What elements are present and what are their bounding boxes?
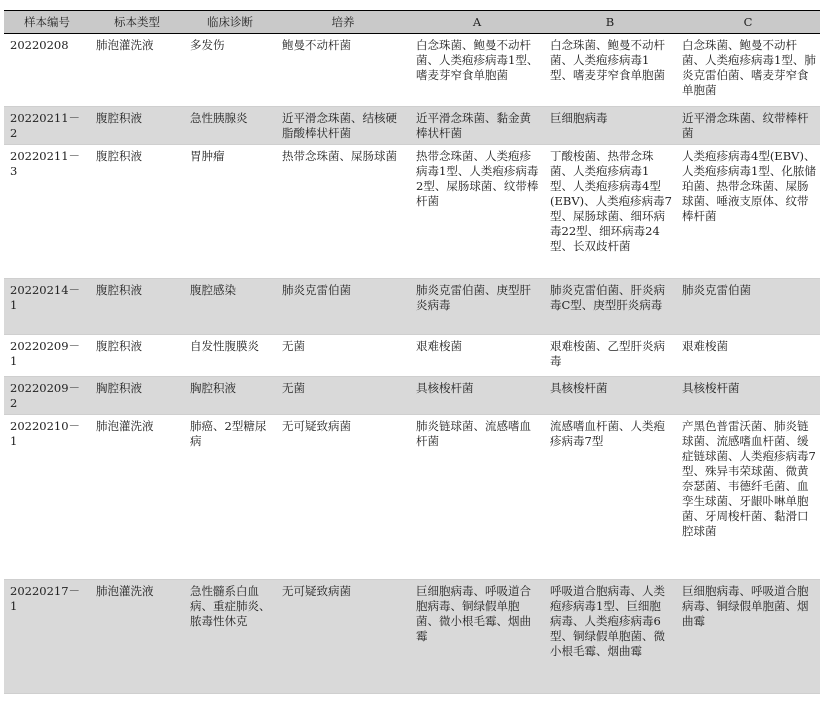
table-row bbox=[4, 279, 820, 335]
cell-clinical-diagnosis: 自发性腹膜炎 bbox=[190, 339, 259, 353]
cell-a: 近平滑念珠菌、黏金黄棒状杆菌 bbox=[410, 107, 544, 145]
cell-clinical-diagnosis: 急性胰腺炎 bbox=[184, 107, 276, 145]
cell-clinical-diagnosis: 胸腔积液 bbox=[184, 377, 276, 415]
table-row bbox=[4, 415, 820, 580]
header-culture: 培养 bbox=[276, 11, 410, 34]
cell-sample-id: 20220208 bbox=[10, 38, 69, 52]
cell-clinical-diagnosis: 多发伤 bbox=[190, 38, 225, 52]
cell-culture: 无菌 bbox=[276, 377, 410, 415]
cell-sample-id: 20220209－1 bbox=[10, 339, 81, 368]
cell-c: 产黑色普雷沃菌、肺炎链球菌、流感嗜血杆菌、缓症链球菌、人类疱疹病毒7型、殊异韦荣球菌、微黄奈瑟菌、韦德纤毛菌、血孪生球菌、牙龈卟啉单胞菌、牙周梭杆菌、黏滑口腔球菌 bbox=[682, 419, 816, 538]
cell-sample-id: 20220210－1 bbox=[10, 419, 81, 448]
cell-c: 白念珠菌、鲍曼不动杆菌、人类疱疹病毒1型、肺炎克雷伯菌、嗜麦芽窄食单胞菌 bbox=[682, 38, 816, 97]
cell-culture: 肺炎克雷伯菌 bbox=[276, 279, 410, 335]
cell-culture: 无菌 bbox=[282, 339, 305, 353]
cell-clinical-diagnosis: 肺癌、2型糖尿病 bbox=[190, 419, 267, 448]
cell-a: 具核梭杆菌 bbox=[410, 377, 544, 415]
table-row bbox=[4, 377, 820, 415]
table-row bbox=[4, 580, 820, 694]
header-specimen-type: 标本类型 bbox=[90, 11, 184, 34]
cell-b: 丁酸梭菌、热带念珠菌、人类疱疹病毒1型、人类疱疹病毒4型(EBV)、人类疱疹病毒7型、屎肠球菌、细环病毒22型、细环病毒24型、长双歧杆菌 bbox=[550, 149, 672, 253]
cell-c: 具核梭杆菌 bbox=[676, 377, 820, 415]
cell-specimen-type: 腹腔积液 bbox=[90, 107, 184, 145]
table-row bbox=[4, 107, 820, 145]
cell-specimen-type: 腹腔积液 bbox=[90, 279, 184, 335]
cell-sample-id: 20220211－2 bbox=[4, 107, 90, 145]
cell-specimen-type: 腹腔积液 bbox=[96, 339, 142, 353]
header-a: A bbox=[410, 11, 544, 34]
cell-sample-id: 20220217－1 bbox=[4, 580, 90, 694]
cell-a: 肺炎链球菌、流感嗜血杆菌 bbox=[416, 419, 531, 448]
results-table bbox=[4, 10, 820, 694]
cell-sample-id: 20220214－1 bbox=[4, 279, 90, 335]
cell-b: 呼吸道合胞病毒、人类疱疹病毒1型、巨细胞病毒、人类疱疹病毒6型、铜绿假单胞菌、微小根毛霉、烟曲霉 bbox=[544, 580, 676, 694]
header-c: C bbox=[676, 11, 820, 34]
cell-b: 肺炎克雷伯菌、肝炎病毒C型、庚型肝炎病毒 bbox=[544, 279, 676, 335]
cell-c: 肺炎克雷伯菌 bbox=[676, 279, 820, 335]
cell-clinical-diagnosis: 胃肿瘤 bbox=[190, 149, 225, 163]
cell-c: 近平滑念珠菌、纹带棒杆菌 bbox=[676, 107, 820, 145]
cell-b: 具核梭杆菌 bbox=[544, 377, 676, 415]
cell-a: 肺炎克雷伯菌、庚型肝炎病毒 bbox=[410, 279, 544, 335]
cell-culture: 近平滑念珠菌、结核硬脂酸棒状杆菌 bbox=[276, 107, 410, 145]
cell-a: 巨细胞病毒、呼吸道合胞病毒、铜绿假单胞菌、微小根毛霉、烟曲霉 bbox=[410, 580, 544, 694]
header-sample-id: 样本编号 bbox=[4, 11, 90, 34]
cell-specimen-type: 腹腔积液 bbox=[96, 149, 142, 163]
table-row bbox=[4, 34, 820, 107]
header-clinical-diagnosis: 临床诊断 bbox=[184, 11, 276, 34]
cell-a: 艰难梭菌 bbox=[416, 339, 462, 353]
cell-culture: 鲍曼不动杆菌 bbox=[282, 38, 351, 52]
cell-clinical-diagnosis: 急性髓系白血病、重症肺炎、脓毒性休克 bbox=[184, 580, 276, 694]
cell-culture: 热带念珠菌、屎肠球菌 bbox=[282, 149, 397, 163]
cell-b: 艰难梭菌、乙型肝炎病毒 bbox=[550, 339, 665, 368]
cell-a: 热带念珠菌、人类疱疹病毒1型、人类疱疹病毒2型、屎肠球菌、纹带棒杆菌 bbox=[416, 149, 539, 208]
cell-b: 白念珠菌、鲍曼不动杆菌、人类疱疹病毒1型、嗜麦芽窄食单胞菌 bbox=[550, 38, 665, 82]
cell-culture: 无可疑致病菌 bbox=[276, 580, 410, 694]
cell-specimen-type: 肺泡灌洗液 bbox=[96, 38, 154, 52]
table-row bbox=[4, 145, 820, 279]
cell-c: 艰难梭菌 bbox=[682, 339, 728, 353]
header-row bbox=[4, 11, 820, 34]
cell-clinical-diagnosis: 腹腔感染 bbox=[184, 279, 276, 335]
cell-c: 人类疱疹病毒4型(EBV)、人类疱疹病毒1型、化脓储珀菌、热带念珠菌、屎肠球菌、唾液支原体、纹带棒杆菌 bbox=[682, 149, 816, 223]
table-row bbox=[4, 335, 820, 377]
header-b: B bbox=[544, 11, 676, 34]
cell-sample-id: 20220209－2 bbox=[4, 377, 90, 415]
cell-b: 巨细胞病毒 bbox=[544, 107, 676, 145]
cell-a: 白念珠菌、鲍曼不动杆菌、人类疱疹病毒1型、嗜麦芽窄食单胞菌 bbox=[416, 38, 539, 82]
cell-sample-id: 20220211－3 bbox=[10, 149, 81, 178]
cell-b: 流感嗜血杆菌、人类疱疹病毒7型 bbox=[550, 419, 665, 448]
cell-specimen-type: 肺泡灌洗液 bbox=[90, 580, 184, 694]
cell-specimen-type: 肺泡灌洗液 bbox=[96, 419, 154, 433]
cell-culture: 无可疑致病菌 bbox=[282, 419, 351, 433]
cell-specimen-type: 胸腔积液 bbox=[90, 377, 184, 415]
cell-c: 巨细胞病毒、呼吸道合胞病毒、铜绿假单胞菌、烟曲霉 bbox=[676, 580, 820, 694]
